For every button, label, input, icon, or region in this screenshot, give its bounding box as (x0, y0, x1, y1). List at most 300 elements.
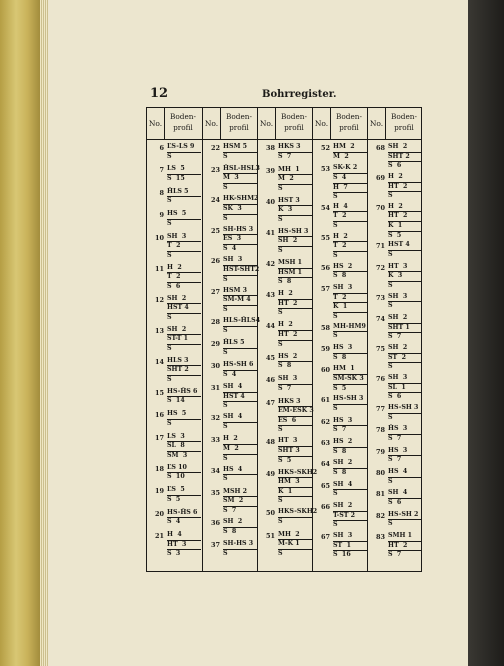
profile-line: ĽS 5 (167, 486, 201, 496)
profile-line: S (388, 192, 393, 200)
bore-number: 26 (210, 257, 220, 266)
profile-line: ST 1 (333, 542, 367, 552)
profile-line: S (278, 517, 283, 525)
profile-line: SH 2 (333, 459, 367, 469)
soil-profile (388, 511, 422, 529)
profile-line: HS 3 (388, 447, 422, 457)
soil-profile (167, 464, 201, 482)
profile-line: SM-M 4 (223, 296, 257, 306)
soil-profile (167, 326, 201, 354)
profile-line: HS 5 (167, 210, 201, 220)
profile-line: S (278, 497, 283, 505)
soil-profile (167, 486, 201, 504)
header-bodenprofil: Boden- profil (226, 112, 252, 132)
profile-line: HS 5 (167, 410, 201, 420)
bore-number: 52 (320, 144, 330, 152)
soil-profile (333, 203, 367, 231)
bore-number: 13 (154, 326, 164, 335)
page-number: 12 (150, 86, 169, 101)
profile-line: SH 3 (388, 374, 422, 384)
bore-number: 37 (210, 541, 220, 550)
profile-line: MH 1 (278, 166, 312, 176)
profile-line: S 6 (388, 162, 402, 170)
header-no: No. (258, 108, 276, 139)
bore-number: 28 (210, 318, 220, 327)
profile-line: HKS-SKH2 (278, 469, 312, 479)
bore-number: 53 (320, 165, 330, 174)
soil-profile (388, 374, 422, 402)
profile-line: HS 2 (333, 263, 367, 273)
table-column (367, 108, 422, 571)
bore-number: 69 (375, 173, 385, 182)
profile-line: S (388, 302, 393, 310)
profile-line: S 5 (278, 456, 292, 464)
bore-number: 73 (375, 293, 385, 302)
profile-line: S (167, 375, 172, 383)
profile-line: MSH 1 (278, 259, 312, 269)
profile-line: K 1 (333, 303, 367, 313)
profile-line: M-K 1 (278, 540, 312, 550)
bore-number: 56 (320, 263, 330, 272)
header-no: No. (313, 108, 331, 139)
profile-line: SH 2 (167, 326, 201, 336)
profile-line: SH 2 (388, 314, 422, 324)
profile-line: HS-SH 3 (278, 228, 312, 238)
bore-number: 68 (375, 144, 385, 152)
bore-number: 34 (210, 466, 220, 475)
profile-line: HKS-SKH2 (278, 508, 312, 518)
bore-number: 42 (265, 260, 275, 269)
profile-line: T 2 (333, 294, 367, 304)
soil-profile (388, 241, 422, 259)
profile-line: HT 3 (167, 541, 201, 551)
bore-number: 16 (154, 411, 164, 420)
profile-line: LS 3 (167, 433, 201, 443)
table-column (312, 108, 367, 571)
soil-profile (278, 290, 312, 318)
column-header (368, 108, 422, 140)
profile-line: SH 3 (223, 256, 257, 266)
table-column (202, 108, 261, 571)
bore-number: 15 (154, 388, 164, 397)
soil-profile (278, 353, 312, 371)
profile-line: MH-HM9 (333, 323, 367, 333)
profile-line: HK-SHM2 (223, 195, 257, 205)
profile-line: S (167, 344, 172, 352)
profile-line: S (278, 309, 283, 317)
bore-number: 63 (320, 439, 330, 448)
profile-line: S (167, 219, 172, 227)
profile-line: K 1 (388, 222, 422, 232)
profile-line: SHT 2 (167, 366, 201, 376)
bore-number: 45 (265, 353, 275, 362)
profile-line: S 4 (223, 370, 237, 378)
profile-line: SL 8 (167, 442, 201, 452)
profile-line: S (388, 520, 393, 528)
bore-number: 67 (320, 533, 330, 542)
profile-line: H 7 (333, 184, 367, 194)
profile-line: ĤLS 5 (223, 339, 257, 349)
profile-line: HSM 1 (278, 269, 312, 279)
soil-profile (278, 228, 312, 256)
profile-line: HM 2 (333, 143, 367, 153)
profile-line: S 6 (388, 393, 402, 401)
bore-number: 74 (375, 315, 385, 324)
profile-line: S 7 (388, 434, 402, 442)
soil-profile (388, 173, 422, 201)
soil-profile (333, 263, 367, 281)
profile-line: S 8 (333, 447, 347, 455)
profile-line: HM 1 (333, 365, 367, 375)
header-bodenprofil: Boden- profil (281, 112, 307, 132)
profile-line: S (223, 348, 228, 356)
bore-number: 9 (159, 211, 164, 220)
soil-profile (388, 203, 422, 240)
profile-line: S (223, 454, 228, 462)
profile-line: S 8 (333, 468, 347, 476)
bore-number: 25 (210, 226, 220, 235)
profile-line: S 7 (388, 551, 402, 559)
soil-profile (278, 531, 312, 559)
profile-line: SH-HS 3 (223, 226, 257, 236)
bore-number: 66 (320, 503, 330, 512)
soil-profile (333, 365, 367, 393)
column-header (313, 108, 367, 140)
soil-profile (388, 425, 422, 443)
soil-profile (278, 468, 318, 506)
bore-number: 21 (154, 531, 164, 540)
profile-line: HSM 3 (223, 287, 257, 297)
bore-number: 44 (265, 322, 275, 331)
profile-line: EM-ESK 3 (278, 407, 312, 417)
soil-profile (333, 143, 367, 161)
table-column (257, 108, 318, 571)
profile-line: S (333, 490, 338, 498)
profile-line: S (167, 251, 172, 259)
profile-line: S 14 (167, 397, 185, 405)
profile-line: S (223, 326, 228, 334)
profile-line: HS-ĤS 6 (167, 388, 201, 398)
profile-line: S (333, 404, 338, 412)
bore-number: 48 (265, 438, 275, 447)
profile-line: S (333, 332, 338, 340)
soil-profile (388, 489, 422, 507)
profile-line: T-ST 2 (333, 512, 367, 522)
bore-number: 11 (154, 264, 164, 273)
profile-line: SMH 1 (388, 532, 422, 542)
bore-number: 20 (154, 509, 164, 518)
profile-line: SK 3 (223, 205, 257, 215)
bore-number: 78 (375, 426, 385, 435)
bore-number: 41 (265, 228, 275, 237)
soil-profile (167, 410, 201, 428)
header-no: No. (203, 108, 221, 139)
profile-line: SM 2 (223, 497, 257, 507)
profile-line: HSM 5 (223, 143, 257, 153)
profile-line: S (388, 477, 393, 485)
soil-profile (333, 233, 367, 261)
profile-line: S (167, 197, 172, 205)
soil-profile (333, 344, 367, 362)
bore-number: 65 (320, 481, 330, 490)
bore-number: 18 (154, 464, 164, 473)
soil-profile (333, 459, 367, 477)
bore-number: 31 (210, 383, 220, 392)
soil-profile (388, 344, 422, 372)
profile-line: S 7 (388, 456, 402, 464)
soil-profile (223, 195, 257, 223)
bore-number: 50 (265, 509, 275, 518)
soil-profile (223, 383, 257, 411)
profile-line: SHT 1 (388, 324, 422, 334)
soil-profile (167, 143, 201, 161)
table-column (147, 108, 202, 571)
profile-line: S 7 (388, 333, 402, 341)
profile-line: S 7 (278, 152, 292, 160)
profile-line: M 2 (333, 152, 349, 160)
soil-profile (223, 143, 257, 161)
soil-profile (278, 375, 312, 393)
bore-number: 10 (154, 233, 164, 242)
profile-line: H 4 (333, 203, 367, 213)
bore-number: 7 (159, 166, 164, 175)
soil-profile (333, 502, 367, 530)
page-edges (40, 0, 48, 666)
profile-line: S (223, 184, 228, 192)
header-bodenprofil: Boden- profil (170, 112, 196, 132)
profile-line: SH 4 (223, 383, 257, 393)
soil-profile (278, 197, 312, 225)
profile-line: MSH 2 (223, 488, 257, 498)
profile-line: ES 3 (223, 235, 257, 245)
soil-profile (278, 508, 318, 526)
bore-number: 36 (210, 519, 220, 528)
profile-line: HS 3 (333, 417, 367, 427)
profile-line: S 8 (333, 353, 347, 361)
soil-profile (388, 447, 422, 465)
profile-line: H 2 (167, 264, 201, 274)
running-title: Bohrregister. (262, 89, 337, 100)
profile-line: MH 2 (278, 531, 312, 541)
profile-line: SHT 3 (278, 447, 312, 457)
bore-number: 61 (320, 396, 330, 405)
bore-number: 77 (375, 404, 385, 413)
profile-line: S (333, 312, 338, 320)
bore-number: 82 (375, 511, 385, 520)
profile-line: S (223, 152, 228, 160)
profile-line: SM 3 (167, 451, 188, 459)
bore-number: 64 (320, 460, 330, 469)
soil-profile (223, 164, 260, 193)
bore-number: 83 (375, 533, 385, 542)
profile-line: ĽS 10 (167, 464, 201, 474)
soil-profile (167, 210, 201, 228)
background-shadow (468, 0, 504, 666)
bore-number: 55 (320, 233, 330, 242)
bore-number: 43 (265, 291, 275, 300)
profile-line: ĤS 3 (388, 425, 422, 435)
soil-profile (278, 398, 312, 435)
bore-number: 80 (375, 469, 385, 477)
profile-line: SH 4 (223, 413, 257, 423)
profile-line: S 4 (223, 245, 237, 253)
profile-line: S 5 (388, 231, 402, 239)
profile-line: ST 2 (388, 354, 422, 364)
soil-profile (278, 166, 312, 194)
profile-line: S (223, 402, 228, 410)
soil-profile (333, 532, 367, 560)
profile-line: SK-K 2 (333, 164, 367, 174)
profile-line: SHT 2 (388, 153, 422, 163)
borehole-register-table (146, 107, 422, 572)
profile-line: S (167, 419, 172, 427)
profile-line: S 10 (167, 473, 185, 481)
profile-line: S (223, 423, 228, 431)
profile-line: S (333, 521, 338, 529)
profile-line: SH 2 (388, 143, 422, 153)
profile-line: HM 3 (278, 478, 312, 488)
profile-line: SH 3 (333, 532, 367, 542)
soil-profile (333, 323, 367, 341)
soil-profile (388, 468, 422, 486)
profile-line: T 2 (167, 273, 201, 283)
soil-profile (388, 532, 422, 560)
profile-line: H 2 (388, 203, 422, 213)
profile-line: SH 3 (388, 293, 422, 303)
profile-line: S 4 (333, 174, 367, 184)
soil-profile (223, 413, 257, 431)
profile-line: H 4 (167, 531, 201, 541)
soil-profile (278, 321, 312, 349)
bore-number: 39 (265, 166, 275, 175)
profile-line: S 8 (278, 278, 292, 286)
profile-line: HLS 3 (167, 357, 201, 367)
profile-line: HS 2 (278, 353, 312, 363)
profile-line: T 2 (167, 242, 201, 252)
profile-line: HS 3 (333, 344, 367, 354)
profile-line: HS-ĤS 6 (167, 509, 201, 519)
soil-profile (167, 233, 201, 261)
profile-line: S 7 (278, 384, 292, 392)
bore-number: 72 (375, 263, 385, 272)
profile-line: S (278, 550, 283, 558)
profile-line: HT 2 (388, 183, 422, 193)
soil-profile (223, 226, 257, 254)
profile-line: HLS-ĤLS4 (223, 317, 257, 327)
profile-line: H 2 (333, 233, 367, 243)
profile-line: S 8 (333, 272, 347, 280)
soil-profile (223, 287, 257, 315)
bore-number: 70 (375, 203, 385, 212)
profile-line: S 4 (167, 518, 181, 526)
profile-line: ĤLS 5 (167, 188, 201, 198)
profile-line: S (223, 306, 228, 314)
bore-number: 59 (320, 345, 330, 354)
column-header (258, 108, 312, 140)
header-no: No. (147, 108, 165, 139)
soil-profile (167, 388, 201, 406)
profile-line: HST 4 (167, 304, 201, 314)
profile-line: K 3 (278, 206, 312, 216)
profile-line: SH 2 (278, 237, 312, 247)
profile-line: SH 4 (388, 489, 422, 499)
profile-line: S (223, 475, 228, 483)
profile-line: S 5 (167, 495, 181, 503)
profile-line: HST 3 (278, 197, 312, 207)
soil-profile (333, 481, 367, 499)
bore-number: 29 (210, 340, 220, 349)
profile-line: SH 2 (388, 344, 422, 354)
profile-line: H 2 (278, 321, 312, 331)
profile-line: SH 3 (167, 233, 201, 243)
bore-number: 79 (375, 447, 385, 456)
bore-number: 14 (154, 357, 164, 366)
profile-line: ST-T 1 (167, 335, 201, 345)
soil-profile (167, 165, 201, 183)
soil-profile (388, 314, 422, 342)
bore-number: 75 (375, 345, 385, 354)
profile-line: S 3 (167, 550, 181, 558)
profile-line: K 1 (278, 488, 312, 498)
soil-profile (333, 164, 367, 201)
bore-number: 6 (159, 144, 164, 152)
profile-line: SL 1 (388, 384, 422, 394)
header-bodenprofil: Boden- profil (336, 112, 362, 132)
header-no: No. (368, 108, 386, 139)
profile-line: M 2 (223, 445, 257, 455)
profile-line: HS-SH 3 (333, 395, 367, 405)
bore-number: 12 (154, 295, 164, 304)
profile-line: HS-SH 2 (388, 511, 422, 521)
bore-number: 33 (210, 436, 220, 445)
profile-line: S (167, 152, 172, 160)
profile-line: H 2 (223, 435, 257, 445)
profile-line: ĽS-LS 9 (167, 143, 201, 153)
soil-profile (167, 295, 201, 323)
profile-line: HST 4 (388, 241, 422, 251)
soil-profile (388, 293, 422, 311)
profile-line: S (333, 222, 338, 230)
profile-line: SH 2 (223, 518, 257, 528)
profile-line: HS-SH 6 (223, 361, 257, 371)
bore-number: 51 (265, 531, 275, 540)
profile-line: S (388, 413, 393, 421)
soil-profile (388, 404, 422, 422)
profile-line: S (223, 214, 228, 222)
bore-number: 58 (320, 323, 330, 332)
soil-profile (223, 435, 257, 463)
profile-line: S 8 (223, 527, 237, 535)
bore-number: 27 (210, 287, 220, 296)
soil-profile (223, 540, 257, 558)
profile-line: S (388, 363, 393, 371)
soil-profile (167, 531, 201, 559)
profile-line: S (278, 426, 283, 434)
profile-line: HT 3 (388, 263, 422, 273)
profile-line: S 7 (223, 506, 237, 514)
profile-line: HT 2 (278, 331, 312, 341)
soil-profile (223, 488, 257, 516)
soil-profile (278, 259, 312, 287)
header-bodenprofil: Boden- profil (391, 112, 417, 132)
soil-profile (388, 143, 422, 171)
profile-line: S (278, 247, 283, 255)
profile-line: T 2 (333, 242, 367, 252)
profile-line: S (167, 313, 172, 321)
profile-line: K 3 (388, 272, 422, 282)
bore-number: 8 (159, 188, 164, 197)
profile-line: SH 3 (278, 375, 312, 385)
